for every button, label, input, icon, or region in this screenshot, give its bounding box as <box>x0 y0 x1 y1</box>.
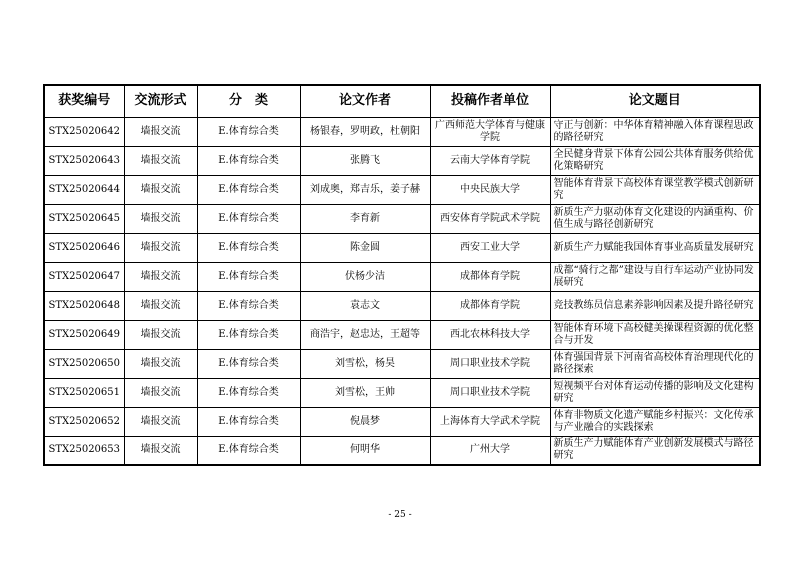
authors-cell: 刘雪松，王帅 <box>300 378 430 407</box>
institution-cell: 西北农林科技大学 <box>430 320 550 349</box>
institution-cell: 西安工业大学 <box>430 233 550 262</box>
header-format: 交流形式 <box>124 85 197 117</box>
award-id-cell: STX25020642 <box>44 117 124 146</box>
format-cell: 墙报交流 <box>124 204 197 233</box>
institution-cell: 中央民族大学 <box>430 175 550 204</box>
authors-cell: 陈金圆 <box>300 233 430 262</box>
page-number: - 25 - <box>388 510 412 520</box>
format-cell: 墙报交流 <box>124 378 197 407</box>
category-cell: E.体育综合类 <box>197 291 300 320</box>
authors-cell: 刘成奥，郑吉乐，姜子赫 <box>300 175 430 204</box>
institution-cell: 成都体育学院 <box>430 262 550 291</box>
paper-title-cell: 全民健身背景下体育公园公共体育服务供给优化策略研究 <box>550 146 760 175</box>
paper-title-cell: 短视频平台对体育运动传播的影响及文化建构研究 <box>550 378 760 407</box>
format-cell: 墙报交流 <box>124 233 197 262</box>
table-row <box>44 378 760 407</box>
category-cell: E.体育综合类 <box>197 349 300 378</box>
paper-title-cell: 体育强国背景下河南省高校体育治理现代化的路径探索 <box>550 349 760 378</box>
authors-cell: 袁志文 <box>300 291 430 320</box>
format-cell: 墙报交流 <box>124 291 197 320</box>
format-cell: 墙报交流 <box>124 262 197 291</box>
authors-cell: 何明华 <box>300 436 430 465</box>
award-id-cell: STX25020648 <box>44 291 124 320</box>
awards-table <box>43 84 761 466</box>
paper-title-cell: 新质生产力赋能我国体育事业高质量发展研究 <box>550 233 760 262</box>
category-cell: E.体育综合类 <box>197 407 300 436</box>
header-award-id: 获奖编号 <box>44 85 124 117</box>
format-cell: 墙报交流 <box>124 175 197 204</box>
authors-cell: 刘雪松，杨昊 <box>300 349 430 378</box>
paper-title-cell: 体育非物质文化遗产赋能乡村振兴：文化传承与产业融合的实践探索 <box>550 407 760 436</box>
table-row <box>44 146 760 175</box>
institution-cell: 广州大学 <box>430 436 550 465</box>
paper-title-cell: 智能体育背景下高校体育课堂教学模式创新研究 <box>550 175 760 204</box>
header-authors: 论文作者 <box>300 85 430 117</box>
authors-cell: 倪晨梦 <box>300 407 430 436</box>
category-cell: E.体育综合类 <box>197 175 300 204</box>
paper-title-cell: 守正与创新：中华体育精神融入体育课程思政的路径研究 <box>550 117 760 146</box>
category-cell: E.体育综合类 <box>197 146 300 175</box>
format-cell: 墙报交流 <box>124 349 197 378</box>
paper-title-cell: 新质生产力驱动体育文化建设的内涵重构、价值生成与路径创新研究 <box>550 204 760 233</box>
paper-title-cell: 竞技教练员信息素养影响因素及提升路径研究 <box>550 291 760 320</box>
table-row <box>44 349 760 378</box>
paper-title-cell: 成都“骑行之都”建设与自行车运动产业协同发展研究 <box>550 262 760 291</box>
institution-cell: 上海体育大学武术学院 <box>430 407 550 436</box>
table-row <box>44 117 760 146</box>
category-cell: E.体育综合类 <box>197 204 300 233</box>
table-row <box>44 407 760 436</box>
award-id-cell: STX25020646 <box>44 233 124 262</box>
table-row <box>44 436 760 465</box>
institution-cell: 成都体育学院 <box>430 291 550 320</box>
table-body <box>44 117 760 465</box>
table-header-row <box>44 85 760 117</box>
category-cell: E.体育综合类 <box>197 320 300 349</box>
award-id-cell: STX25020645 <box>44 204 124 233</box>
table-row <box>44 204 760 233</box>
award-id-cell: STX25020651 <box>44 378 124 407</box>
format-cell: 墙报交流 <box>124 320 197 349</box>
authors-cell: 商浩宇，赵忠达，王超等 <box>300 320 430 349</box>
table-row <box>44 233 760 262</box>
award-id-cell: STX25020650 <box>44 349 124 378</box>
format-cell: 墙报交流 <box>124 436 197 465</box>
award-id-cell: STX25020643 <box>44 146 124 175</box>
awards-table-container <box>43 84 759 466</box>
table-row <box>44 291 760 320</box>
table-row <box>44 262 760 291</box>
category-cell: E.体育综合类 <box>197 436 300 465</box>
award-id-cell: STX25020647 <box>44 262 124 291</box>
award-id-cell: STX25020653 <box>44 436 124 465</box>
category-cell: E.体育综合类 <box>197 378 300 407</box>
institution-cell: 云南大学体育学院 <box>430 146 550 175</box>
category-cell: E.体育综合类 <box>197 262 300 291</box>
category-cell: E.体育综合类 <box>197 117 300 146</box>
institution-cell: 周口职业技术学院 <box>430 378 550 407</box>
award-id-cell: STX25020652 <box>44 407 124 436</box>
table-row <box>44 175 760 204</box>
header-institution: 投稿作者单位 <box>430 85 550 117</box>
format-cell: 墙报交流 <box>124 146 197 175</box>
award-id-cell: STX25020649 <box>44 320 124 349</box>
header-category: 分 类 <box>197 85 300 117</box>
authors-cell: 伏杨少洁 <box>300 262 430 291</box>
institution-cell: 周口职业技术学院 <box>430 349 550 378</box>
institution-cell: 广西师范大学体育与健康学院 <box>430 117 550 146</box>
paper-title-cell: 新质生产力赋能体育产业创新发展模式与路径研究 <box>550 436 760 465</box>
category-cell: E.体育综合类 <box>197 233 300 262</box>
format-cell: 墙报交流 <box>124 407 197 436</box>
award-id-cell: STX25020644 <box>44 175 124 204</box>
institution-cell: 西安体育学院武术学院 <box>430 204 550 233</box>
authors-cell: 李育新 <box>300 204 430 233</box>
authors-cell: 张腾飞 <box>300 146 430 175</box>
authors-cell: 杨银春，罗明政，杜朝阳 <box>300 117 430 146</box>
format-cell: 墙报交流 <box>124 117 197 146</box>
paper-title-cell: 智能体育环境下高校健美操课程资源的优化整合与开发 <box>550 320 760 349</box>
table-row <box>44 320 760 349</box>
header-paper-title: 论文题目 <box>550 85 760 117</box>
